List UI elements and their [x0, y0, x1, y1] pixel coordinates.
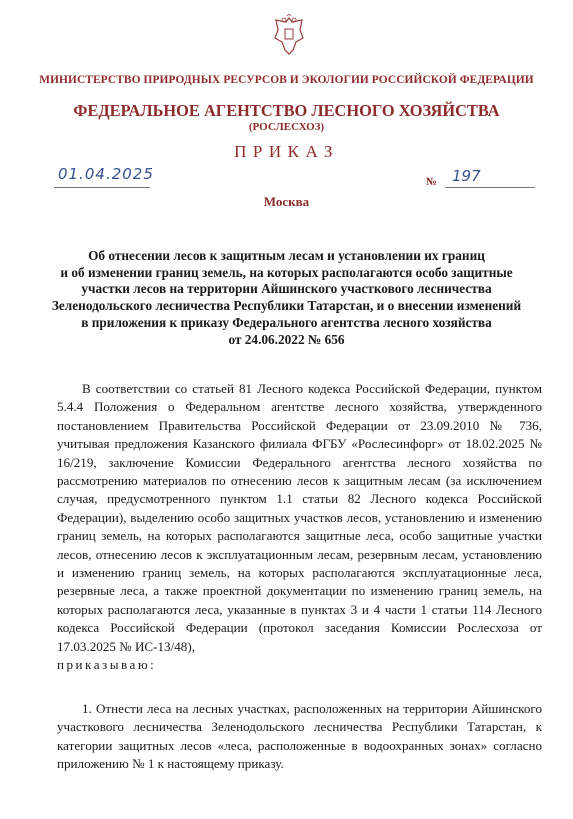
order-date: 01.04.2025: [58, 165, 154, 183]
clause-1-paragraph: 1. Отнести леса на лесных участках, расположенных на территории Айшинского участкового лесничества Зеленодольского лесничества Республики Татарстан, к категории защитных лесов «леса, расположенные в водоохранных зонах» согласно приложению № 1 к настоящему приказу.: [57, 701, 542, 772]
number-sign: №: [426, 176, 438, 188]
ministry-name: МИНИСТЕРСТВО ПРИРОДНЫХ РЕСУРСОВ И ЭКОЛОГИИ РОССИЙСКОЙ ФЕДЕРАЦИИ: [39, 74, 534, 86]
preamble-text: В соответствии со статьей 81 Лесного кодекса Российской Федерации, пунктом 5.4.4 Положения о Федеральном агентстве лесного хозяйства, утвержденного постановлением Правительства Российской Федерации от 23.09.2010 № 736, учитывая предложения Казанского филиала ФГБУ «Рослесинфорг» от 18.02.2025 № 16/219, заключение Комиссии Федерального агентства лесного хозяйства по рассмотрению материалов по отнесению лесов к защитным лесам (за исключением случая, предусмотренного пунктом 1.1 статьи 82 Лесного кодекса Российской Федерации), выделению особо защитных участков лесов, установлению и изменению границ земель, на которых располагаются защитные леса, особо защитные участки лесов, отнесению лесов к эксплуатационным лесам, резервным лесам, установлению и изменению границ земель, на которых располагаются эксплуатационные леса, резервные леса, а также проектной документации по изменению границ земель, на которых располагаются леса, указанные в пунктах 3 и 4 части 1 статьи 114 Лесного кодекса Российской Федерации (протокол заседания Комиссии Рослесхоза от 17.03.2025 № ИС-13/48),: [57, 381, 542, 654]
preamble-paragraph: [57, 380, 542, 675]
title-line: Об отнесении лесов к защитным лесам и установлении их границ: [88, 248, 485, 263]
title-line: и об изменении границ земель, на которых располагаются особо защитные: [60, 264, 513, 280]
coat-of-arms-icon: [272, 14, 306, 56]
agency-name: ФЕДЕРАЛЬНОЕ АГЕНТСТВО ЛЕСНОГО ХОЗЯЙСТВА: [73, 101, 500, 120]
order-title: [40, 248, 533, 348]
number-underline: [445, 187, 535, 188]
title-line: от 24.06.2022 № 656: [228, 331, 345, 347]
order-word: приказываю:: [57, 657, 157, 673]
document-type: ПРИКАЗ: [234, 142, 339, 161]
title-line: участки лесов на территории Айшинского участкового лесничества: [81, 281, 492, 297]
city: Москва: [263, 194, 310, 209]
date-underline: [54, 187, 150, 188]
title-line: Зеленодольского лесничества Республики Татарстан, и о внесении изменений: [51, 298, 522, 314]
title-line: в приложения к приказу Федерального агентства лесного хозяйства: [81, 314, 492, 330]
agency-abbreviation: (РОСЛЕСХОЗ): [248, 121, 325, 133]
order-number: 197: [452, 167, 481, 185]
